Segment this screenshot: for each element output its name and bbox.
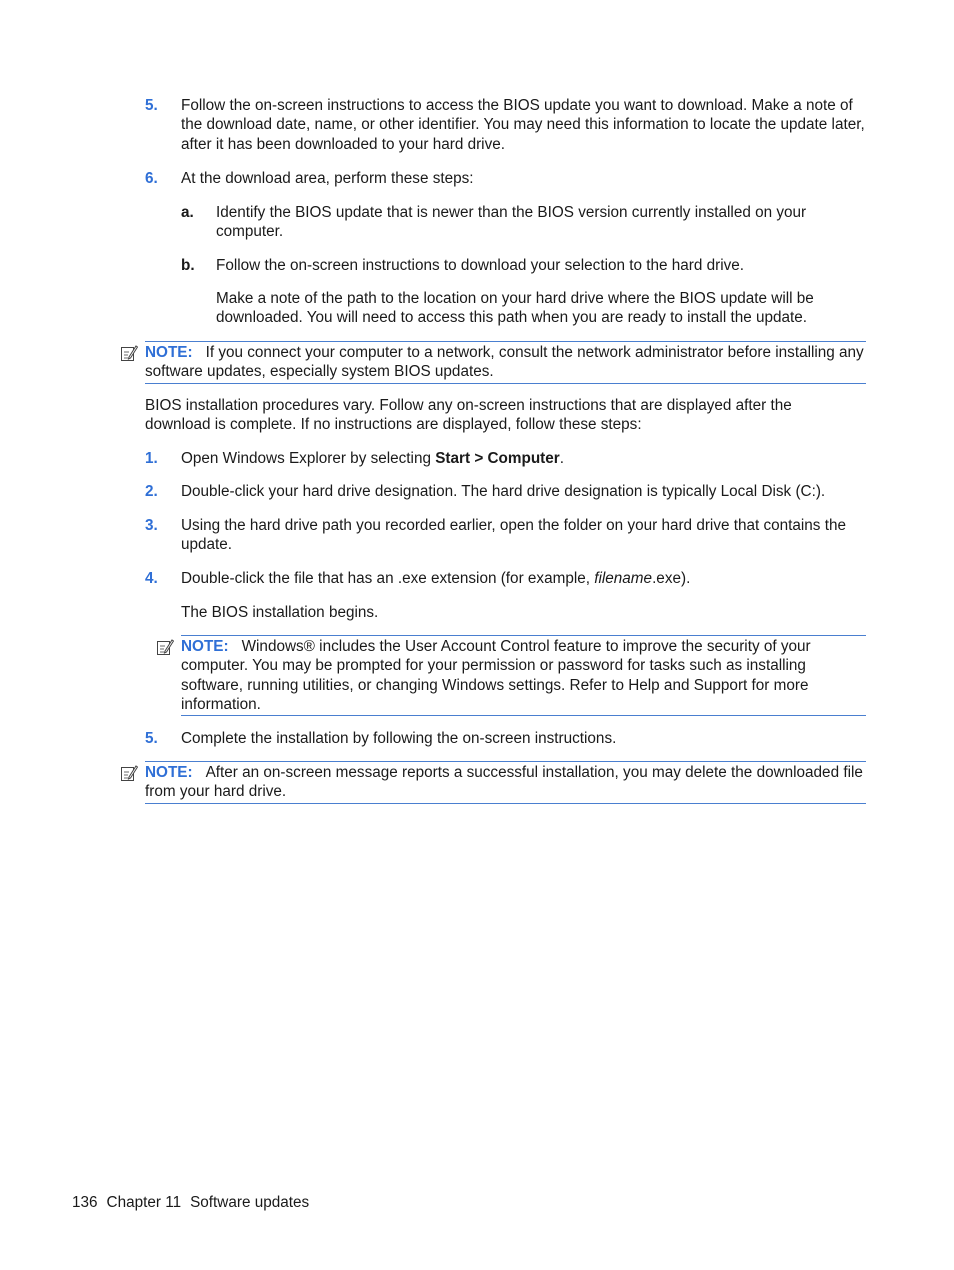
step-text: Double-click the file that has an .exe extension (for example, filename.exe). [181, 570, 691, 587]
step-number: 3. [145, 517, 158, 534]
substep-text: Follow the on-screen instructions to download your selection to the hard drive. [216, 257, 745, 274]
note-box [145, 761, 866, 804]
step-text: Complete the installation by following the on-screen instructions. [181, 730, 617, 747]
chapter-title: Software updates [190, 1194, 310, 1211]
note-pencil-icon [120, 344, 138, 362]
note-pencil-icon [120, 764, 138, 782]
page-number: 136 [72, 1194, 98, 1211]
note-text: After an on-screen message reports a successful installation, you may delete the downloaded file from your hard drive. [145, 764, 863, 801]
substep-text: Identify the BIOS update that is newer than the BIOS version currently installed on your computer. [216, 204, 807, 241]
step-number: 1. [145, 450, 158, 467]
filename-placeholder: filename [594, 570, 653, 587]
substep-letter: a. [181, 204, 194, 221]
step-text: Using the hard drive path you recorded earlier, open the folder on your hard drive that contains the update. [181, 517, 846, 554]
note-label: NOTE: [181, 638, 229, 655]
step-text: Open Windows Explorer by selecting Start > Computer. [181, 450, 564, 467]
step-number: 5. [145, 730, 158, 747]
step-paragraph: The BIOS installation begins. [181, 604, 379, 621]
step-text: Double-click your hard drive designation. The hard drive designation is typically Local Disk (C:). [181, 483, 826, 500]
substep-paragraph: Make a note of the path to the location on your hard drive where the BIOS update will be downloaded. You will need to access this path when you are ready to install the update. [216, 290, 814, 327]
note-box [145, 341, 866, 384]
step-number: 5. [145, 97, 158, 114]
menu-path: Start > Computer [435, 450, 560, 467]
substep-letter: b. [181, 257, 195, 274]
note-text: If you connect your computer to a network, consult the network administrator before installing any software updates, especially system BIOS updates. [145, 344, 864, 381]
intro-paragraph: BIOS installation procedures vary. Follow any on-screen instructions that are displayed after the download is complete. If no instructions are displayed, follow these steps: [145, 397, 792, 434]
step-number: 2. [145, 483, 158, 500]
step-text: Follow the on-screen instructions to access the BIOS update you want to download. Make a note of the download date, name, or other identifier. You may need this information to locate the update later, after it has been downloaded to your hard drive. [181, 97, 865, 153]
page-footer [72, 1193, 318, 1212]
note-label: NOTE: [145, 344, 193, 361]
note-box [181, 635, 866, 716]
note-pencil-icon [156, 638, 174, 656]
step-number: 4. [145, 570, 158, 587]
chapter-label: Chapter 11 [106, 1194, 182, 1211]
step-text: At the download area, perform these steps: [181, 170, 474, 187]
note-label: NOTE: [145, 764, 193, 781]
step-number: 6. [145, 170, 158, 187]
note-text: Windows® includes the User Account Control feature to improve the security of your computer. You may be prompted for your permission or password for tasks such as installing software, running utilities, or changing Windows settings. Refer to Help and Support for more information. [181, 638, 811, 713]
